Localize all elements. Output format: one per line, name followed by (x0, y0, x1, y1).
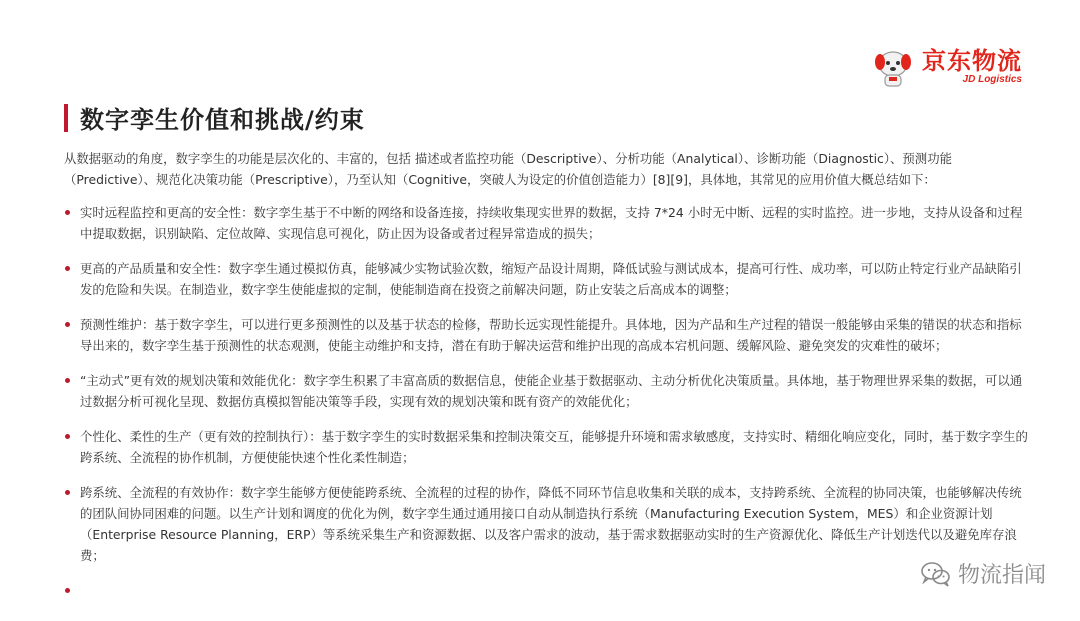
wechat-watermark (920, 558, 1046, 589)
list-item (64, 314, 1032, 356)
list-item (64, 202, 1032, 244)
bullet-dot-icon (65, 490, 70, 495)
list-item-text: 跨系统、全流程的有效协作：数字孪生能够方便使能跨系统、全流程的过程的协作，降低不同环节信息收集和关联的成本，支持跨系统、全流程的协同决策，也能够解决传统的团队间协同困难的问题。以生产计划和调度的优化为例，数字孪生通过通用接口自动从制造执行系统（Manufacturing Execution System，MES）和企业资源计划（Enterprise Resource Planning，ERP）等系统采集生产和资源数据、以及客户需求的波动，基于需求数据驱动实时的生产资源优化、降低生产计划迭代以及避免库存浪费； (80, 485, 1022, 563)
value-list (64, 202, 1032, 601)
bullet-dot-icon (65, 266, 70, 271)
jd-dog-mascot-icon (870, 44, 916, 90)
empty-list-item (64, 580, 1032, 601)
list-item-text: 实时远程监控和更高的安全性：数字孪生基于不中断的网络和设备连接，持续收集现实世界的数据，支持 7*24 小时无中断、远程的实时监控。进一步地，支持从设备和过程中提取数据，识别缺陷、定位故障、实现信息可视化，防止因为设备或者过程异常造成的损失； (80, 205, 1023, 241)
list-item (64, 482, 1032, 566)
list-item-text: 更高的产品质量和安全性：数字孪生通过模拟仿真，能够减少实物试验次数，缩短产品设计周期，降低试验与测试成本，提高可行性、成功率，可以防止特定行业产品缺陷引发的危险和失误。在制造业，数字孪生使能虚拟的定制，使能制造商在投资之前解决问题，防止安装之后高成本的调整； (80, 261, 1022, 297)
logo-english-text: JD Logistics (962, 74, 1022, 85)
list-item-text: “主动式”更有效的规划决策和效能优化：数字孪生积累了丰富高质的数据信息，使能企业基于数据驱动、主动分析优化决策质量。具体地，基于物理世界采集的数据，可以通过数据分析可视化呈现、数据仿真模拟智能决策等手段，实现有效的规划决策和既有资产的效能优化； (80, 373, 1023, 409)
intro-paragraph: 从数据驱动的角度，数字孪生的功能是层次化的、丰富的，包括 描述或者监控功能（Descriptive）、分析功能（Analytical）、诊断功能（Diagnostic）、预测功能（Predictive）、规范化决策功能（Prescriptive），乃至认知（Cognitive，突破人为设定的价值创造能力）[8][9]，具体地，其常见的应用价值大概总结如下： (64, 151, 952, 187)
list-item (64, 258, 1032, 300)
slide-title-block (64, 100, 365, 135)
logo-chinese-text: 京东物流 (922, 47, 1022, 75)
slide-title: 数字孪生价值和挑战/约束 (80, 106, 365, 134)
bullet-dot-icon (65, 378, 70, 383)
bullet-dot-icon (65, 588, 70, 593)
wechat-icon (920, 560, 952, 588)
list-item (64, 426, 1032, 468)
bullet-dot-icon (65, 210, 70, 215)
list-item-text: 个性化、柔性的生产（更有效的控制执行）：基于数字孪生的实时数据采集和控制决策交互，能够提升环境和需求敏感度，支持实时、精细化响应变化，同时，基于数字孪生的跨系统、全流程的协作机制，方便使能快速个性化柔性制造； (80, 429, 1028, 465)
bullet-dot-icon (65, 322, 70, 327)
title-accent-bar (64, 104, 68, 132)
list-item-text: 预测性维护：基于数字孪生，可以进行更多预测性的以及基于状态的检修，帮助长远实现性能提升。具体地，因为产品和生产过程的错误一般能够由采集的错误的状态和指标导出来的，数字孪生基于预测性的状态观测，使能主动维护和支持，潜在有助于解决运营和维护出现的高成本宕机问题、缓解风险、避免突发的灾难性的破坏； (80, 317, 1022, 353)
jd-logistics-logo (870, 44, 1022, 90)
list-item (64, 370, 1032, 412)
bullet-dot-icon (65, 434, 70, 439)
watermark-text: 物流指闻 (957, 563, 1046, 588)
